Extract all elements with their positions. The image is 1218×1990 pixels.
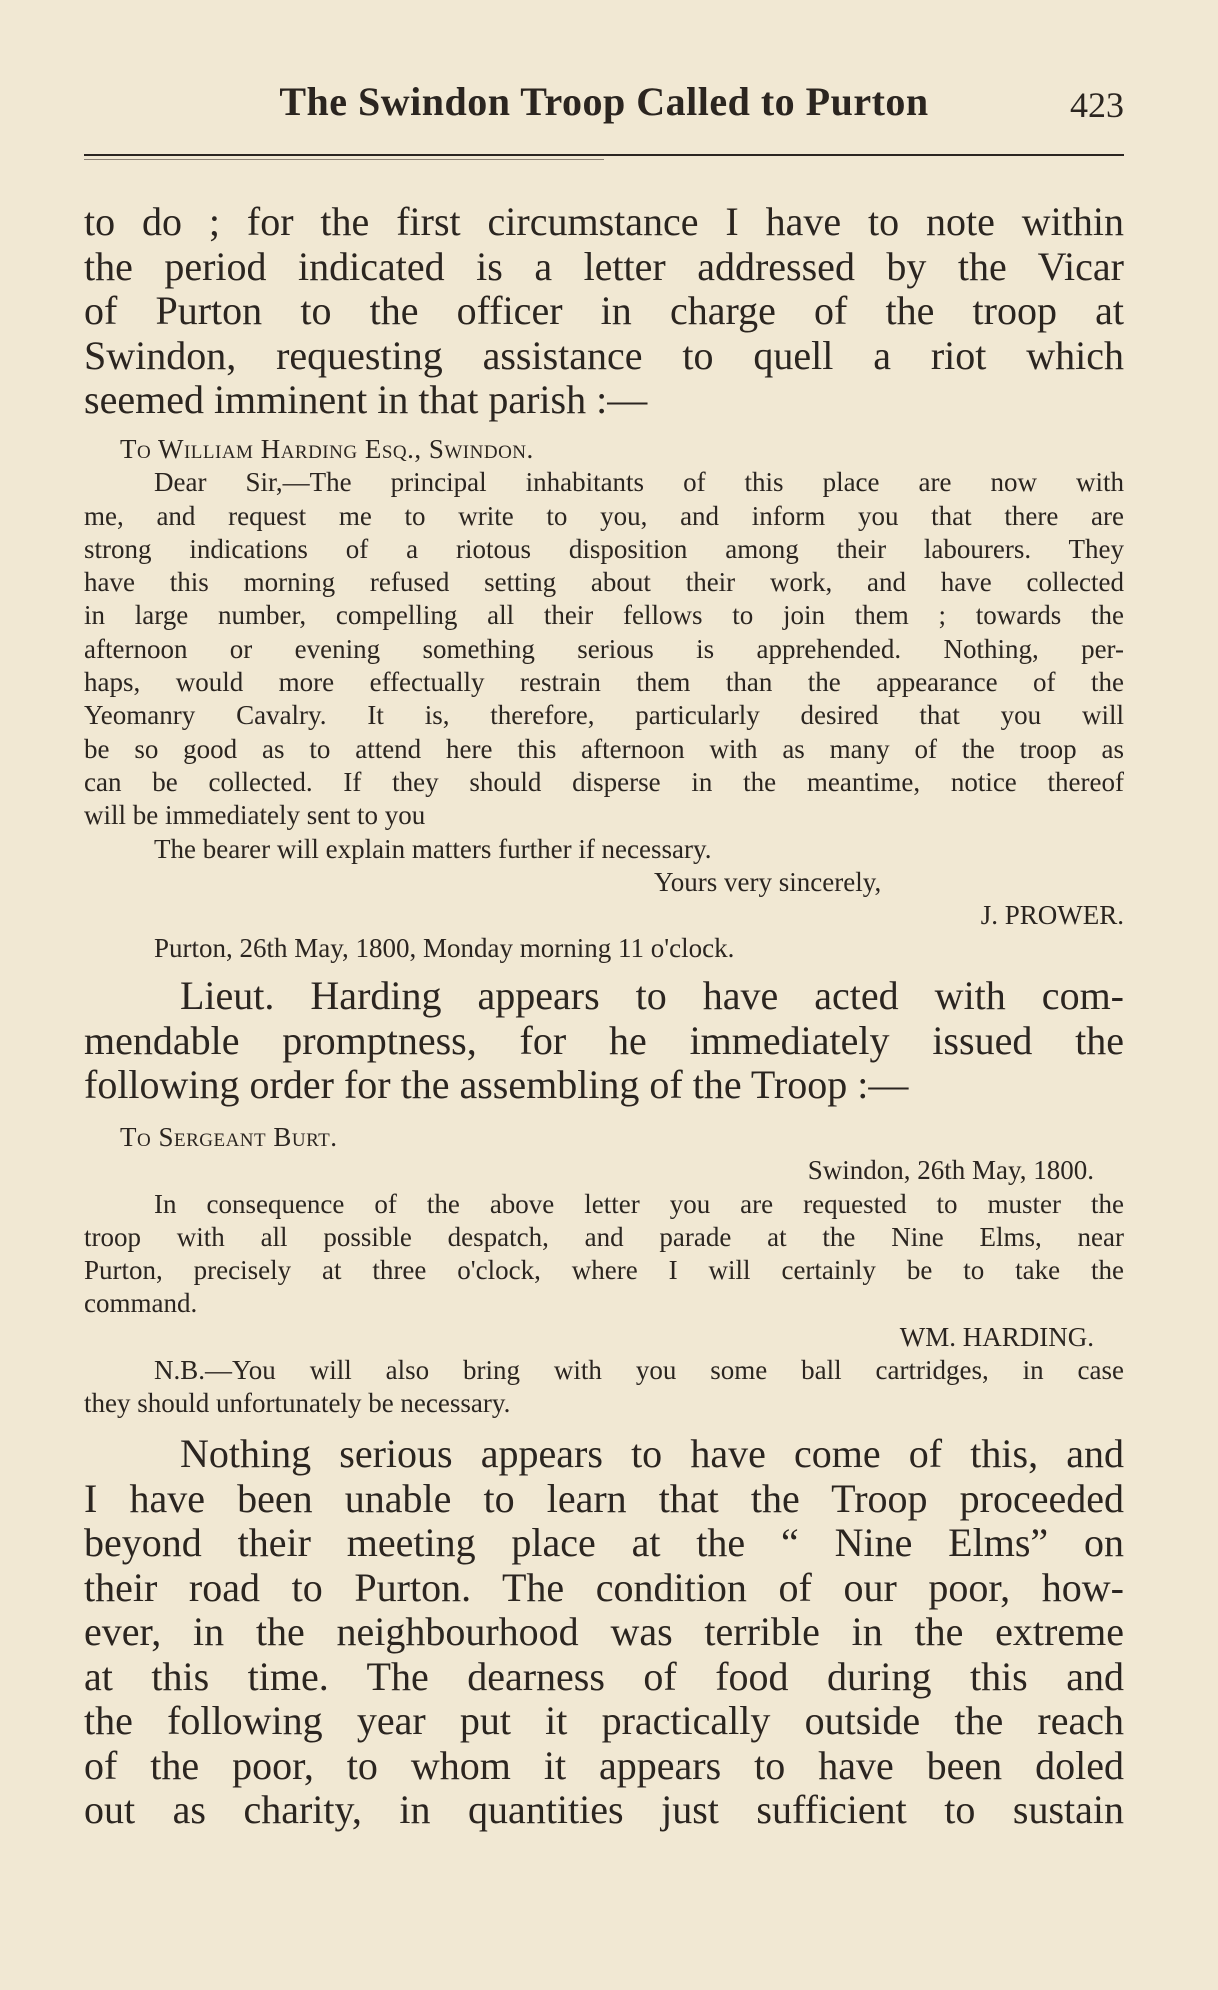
letter-signature: WM. HARDING. — [899, 1321, 1094, 1352]
paragraph-intro — [84, 200, 1124, 423]
text-line: Yeomanry Cavalry. It is, therefore, particularly desired that you will — [84, 700, 1124, 731]
text-line: Dear Sir,—The principal inhabitants of this place are now with — [154, 467, 1124, 498]
text-line: of Purton to the officer in charge of the troop at — [84, 288, 1124, 333]
text-line: mendable promptness, for he immediately issued the — [84, 1017, 1124, 1063]
text-line: troop with all possible despatch, and parade at the Nine Elms, near — [84, 1221, 1124, 1252]
text-line: will be immediately sent to you — [84, 800, 426, 831]
text-line: can be collected. If they should disperse in the meantime, notice thereof — [84, 766, 1124, 797]
running-title: The Swindon Troop Called to Purton — [279, 79, 929, 124]
text-line: to do ; for the first circumstance I have to note within — [84, 199, 1124, 244]
text-line: have this morning refused setting about their work, and have collected — [84, 567, 1124, 598]
text-line: strong indications of a riotous disposition among their labourers. They — [84, 533, 1124, 564]
letter-prower — [84, 433, 1124, 966]
text-line: ever, in the neighbourhood was terrible in the extreme — [84, 1609, 1124, 1654]
text-line: haps, would more effectually restrain them than the appearance of the — [84, 667, 1124, 698]
text-line: afternoon or evening something serious is apprehended. Nothing, per- — [84, 633, 1124, 664]
text-line: Purton, precisely at three o'clock, where I will certainly be to take the — [84, 1255, 1124, 1286]
paragraph-order — [84, 974, 1124, 1108]
text-line: the following year put it practically outside the reach — [84, 1698, 1124, 1743]
text-line: the period indicated is a letter addressed by the Vicar — [84, 243, 1124, 289]
letter-dateline: Purton, 26th May, 1800, Monday morning 11 o'clock. — [154, 933, 735, 964]
text-line: of the poor, to whom it appears to have been doled — [84, 1742, 1124, 1788]
header-rule-shadow — [84, 159, 604, 160]
text-line: beyond their meeting place at the “ Nine Elms” on — [84, 1520, 1124, 1565]
text-line: Swindon, requesting assistance to quell a riot which — [84, 332, 1124, 378]
text-line: in large number, compelling all their fellows to join them ; towards the — [84, 600, 1124, 631]
text-line: I have been unable to learn that the Troop proceeded — [84, 1475, 1124, 1521]
text-line: their road to Purton. The condition of our poor, how- — [84, 1564, 1124, 1610]
text-line: The bearer will explain matters further if necessary. — [154, 833, 712, 864]
text-line: seemed imminent in that parish :— — [84, 377, 648, 422]
header-rule — [84, 154, 1124, 156]
text-line: Nothing serious appears to have come of this, and — [180, 1431, 1124, 1476]
letter-dateline: Swindon, 26th May, 1800. — [807, 1155, 1094, 1186]
letter-signature: J. PROWER. — [980, 900, 1124, 931]
text-line: Lieut. Harding appears to have acted with com- — [180, 973, 1124, 1018]
letter-closing: Yours very sincerely, — [654, 866, 882, 897]
letter-address: To William Harding Esq., Swindon. — [120, 434, 534, 464]
letter-harding — [84, 1121, 1124, 1421]
paragraph-conclusion — [84, 1432, 1124, 1833]
text-line: out as charity, in quantities just sufficient to sustain — [84, 1787, 1124, 1832]
text-line: at this time. The dearness of food during this and — [84, 1653, 1124, 1699]
letter-address: To Sergeant Burt. — [120, 1122, 338, 1152]
text-line: In consequence of the above letter you are requested to muster the — [154, 1188, 1124, 1219]
text-line: following order for the assembling of the Troop :— — [84, 1062, 909, 1107]
text-line: N.B.—You will also bring with you some ball cartridges, in case — [154, 1355, 1124, 1386]
page-number: 423 — [1070, 85, 1124, 125]
text-line: me, and request me to write to you, and inform you that there are — [84, 500, 1124, 531]
text-line: be so good as to attend here this afternoon with as many of the troop as — [84, 733, 1124, 764]
text-line: command. — [84, 1288, 198, 1319]
running-header — [84, 78, 1124, 128]
text-line: they should unfortunately be necessary. — [84, 1388, 511, 1419]
